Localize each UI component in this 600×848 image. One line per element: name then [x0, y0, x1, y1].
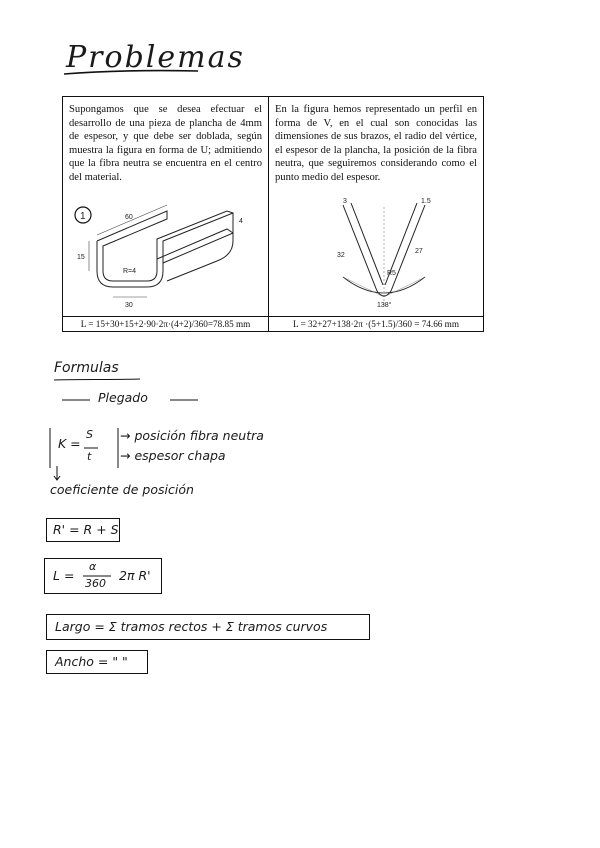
dim-angle: 138°: [377, 302, 392, 309]
formula-l-num: α: [89, 560, 97, 573]
k-denominator: t: [87, 450, 92, 463]
problem-right-cell: [269, 97, 483, 331]
k-arrow-1: → posición fibra neutra: [120, 428, 264, 443]
problem-left-cell: [63, 97, 269, 331]
u-profile-figure: [67, 201, 267, 313]
largo-box: [46, 614, 370, 640]
formula-l-den: 360: [85, 577, 106, 590]
ancho-formula: Ancho = " ": [55, 654, 128, 669]
k-arrow-2: → espesor chapa: [120, 448, 226, 463]
problem-table: [62, 96, 484, 332]
circled-number: 1: [80, 211, 86, 222]
dim-thickness-2: 1.5: [421, 198, 431, 205]
largo-formula: Largo = Σ tramos rectos + Σ tramos curvos: [55, 619, 328, 634]
formula-l-lhs: L =: [53, 568, 75, 583]
notes-subheading: Plegado: [98, 390, 148, 405]
dim-length: 60: [125, 214, 133, 221]
problem-left-formula: L = 15+30+15+2·90·2π·(4+2)/360=78.85 mm: [63, 316, 268, 329]
problem-left-text: Supongamos que se desea efectuar el desarrollo de una pieza de plancha de 4mm de espesor, y que debe ser doblada, según muestra la figura en forma de U; admitiendo que la fibra neutra se encuentra en el centro del material.: [69, 104, 262, 183]
v-profile-figure: [329, 197, 439, 309]
dim-thickness: 4: [239, 218, 243, 225]
dim-height: 15: [77, 254, 85, 261]
dim-radius: R5: [387, 270, 396, 277]
dim-base: 30: [125, 302, 133, 309]
dash-left: [62, 398, 92, 402]
dim-left-arm: 32: [337, 252, 345, 259]
title-underline: [62, 62, 202, 76]
down-arrow-icon: [52, 466, 62, 482]
dim-thickness-1: 3: [343, 198, 347, 205]
dim-right-arm: 27: [415, 248, 423, 255]
heading-underline: [52, 377, 144, 383]
dash-right: [170, 398, 200, 402]
formula-r-box: [46, 518, 120, 542]
k-lhs: K =: [58, 436, 81, 451]
k-caption: coeficiente de posición: [50, 482, 194, 497]
problem-right-text: En la figura hemos representado un perfil en forma de V, en el cual son conocidas las dimensiones de sus brazos, el radio del vértice, el espesor de la plancha, la posición de la fibra neutra, que seguiremos considerando como el punto medio del espesor.: [275, 104, 477, 183]
formula-l-rhs: 2π R': [119, 568, 151, 583]
ancho-box: [46, 650, 148, 674]
k-numerator: S: [86, 428, 93, 441]
notes-heading: Formulas: [54, 360, 119, 376]
page-title: Problemas: [66, 40, 245, 75]
dim-radius: R=4: [123, 268, 137, 275]
formula-r: R' = R + S: [53, 522, 119, 537]
problem-right-formula: L = 32+27+138·2π ·(5+1.5)/360 = 74.66 mm: [269, 316, 483, 329]
formula-l-box: [44, 558, 162, 594]
